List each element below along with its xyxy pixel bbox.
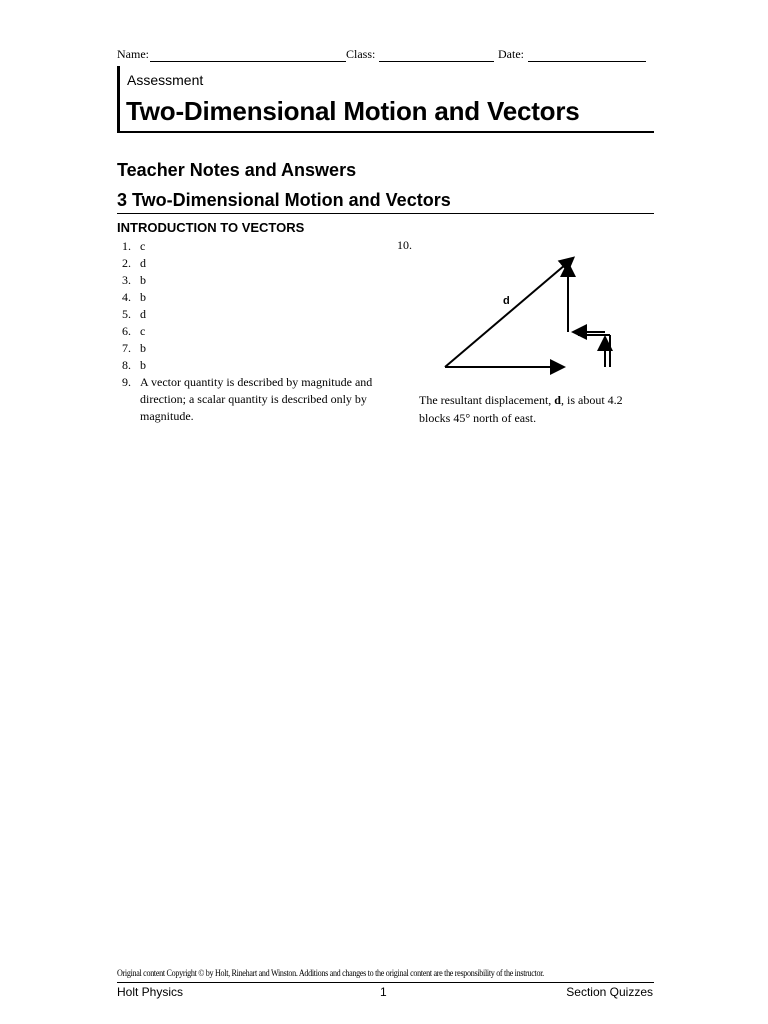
answer-item (122, 357, 382, 374)
answer-number: 4. (122, 290, 131, 304)
caption-vector-symbol: d (554, 393, 561, 407)
answer-item (122, 374, 382, 425)
footer-section-name: Section Quizzes (566, 985, 653, 999)
title-block-bottom-border (117, 131, 654, 133)
assessment-label: Assessment (127, 72, 204, 88)
answer-number: 9. (122, 375, 131, 389)
footer-page-number: 1 (380, 985, 387, 999)
answer-number: 8. (122, 358, 131, 372)
answer-item (122, 340, 382, 357)
answer-text: A vector quantity is described by magnitude and direction; a scalar quantity is described only by magnitude. (140, 375, 373, 423)
name-label: Name: (117, 47, 149, 61)
date-label: Date: (498, 47, 524, 61)
answer-item (122, 238, 382, 255)
answer-number: 1. (122, 239, 131, 253)
answer-number: 5. (122, 307, 131, 321)
footer-book-title: Holt Physics (117, 985, 184, 999)
answer-item (122, 289, 382, 306)
answer-item (122, 272, 382, 289)
answer-item (122, 255, 382, 272)
answer-text: c (140, 239, 146, 253)
heading-rule (117, 213, 654, 214)
caption-text-end: , is about 4.2 blocks 45° north of east. (419, 393, 623, 425)
answer-text: b (140, 358, 146, 372)
answer-text: b (140, 273, 146, 287)
answer-number: 6. (122, 324, 131, 338)
vector-diagram (440, 247, 620, 377)
page-title: Two-Dimensional Motion and Vectors (126, 96, 580, 126)
answer-number: 2. (122, 256, 131, 270)
teacher-notes-heading: Teacher Notes and Answers (117, 160, 357, 180)
answer-text: b (140, 290, 146, 304)
question-10-answer (419, 391, 649, 427)
answer-number: 3. (122, 273, 131, 287)
student-info-line (117, 47, 652, 65)
answer-text: d (140, 256, 146, 270)
answer-text: b (140, 341, 146, 355)
footer-rule (117, 982, 654, 983)
answer-text: c (140, 324, 146, 338)
answer-list (122, 238, 382, 425)
chapter-heading: 3 Two-Dimensional Motion and Vectors (117, 190, 451, 210)
answer-item (122, 306, 382, 323)
class-blank (379, 61, 494, 62)
question-10-number: 10. (397, 238, 412, 252)
date-blank (528, 61, 646, 62)
resultant-vector-d (445, 259, 572, 367)
title-block-left-border (117, 66, 120, 133)
section-heading: INTRODUCTION TO VECTORS (117, 220, 305, 235)
name-blank (150, 61, 346, 62)
caption-text-start: The resultant displacement, (419, 393, 555, 407)
vector-d-label: d (503, 295, 510, 307)
answer-number: 7. (122, 341, 131, 355)
class-label: Class: (346, 47, 376, 61)
copyright-notice: Original content Copyright © by Holt, Rinehart and Winston. Additions and changes to the original content are the responsibility of the instructor. (117, 968, 544, 978)
answer-text: d (140, 307, 146, 321)
answer-item (122, 323, 382, 340)
